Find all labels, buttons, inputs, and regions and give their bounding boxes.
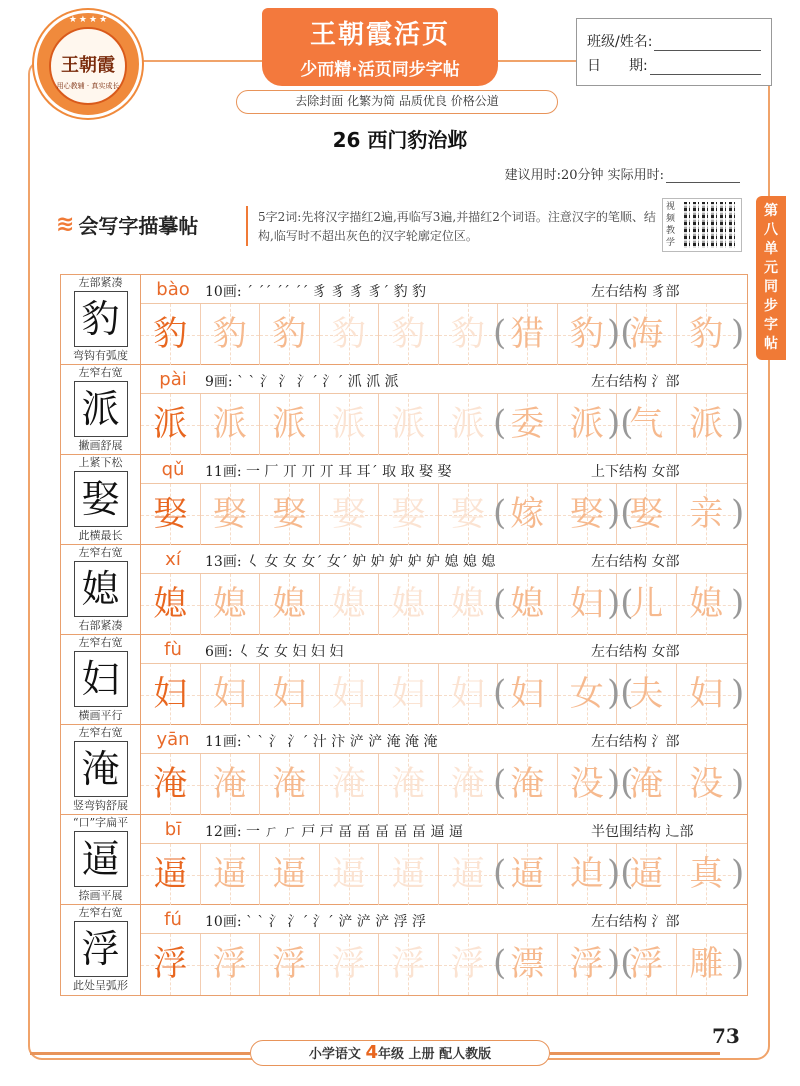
cell-char: 嫁	[510, 494, 545, 534]
char-row	[61, 905, 747, 995]
cell-char: 娶	[569, 494, 604, 534]
tip-top: 左窄右宽	[78, 546, 123, 559]
date-label: 日 期:	[587, 58, 648, 74]
section-header	[56, 204, 198, 244]
tip-bottom: 此处呈弧形	[73, 979, 128, 992]
tip-top: 左窄右宽	[78, 636, 123, 649]
cell-char: 豹	[272, 314, 307, 354]
cell-char: 逼	[510, 854, 545, 894]
model-char-box	[74, 741, 128, 797]
cell-char: 逼	[331, 854, 366, 894]
cell-char: 豹	[212, 314, 247, 354]
tip-top: “口”字扁平	[72, 816, 129, 829]
cell-char: 漂	[510, 944, 545, 984]
cell-char: 娶	[212, 494, 247, 534]
practice-cell[interactable]	[141, 844, 201, 905]
cell-char: 淹	[212, 764, 247, 804]
practice-cell[interactable]	[201, 754, 261, 815]
cell-char: 浮	[450, 944, 485, 984]
char-row	[61, 815, 747, 905]
logo-badge	[49, 27, 127, 105]
practice-cells	[141, 664, 747, 725]
paren-open-1: (	[493, 943, 507, 983]
practice-cell[interactable]	[439, 934, 499, 995]
paren-sep: )(	[607, 403, 634, 443]
paren-open-1: (	[493, 313, 507, 353]
top-banner	[262, 8, 498, 86]
pinyin: qǔ	[161, 459, 185, 480]
cell-char: 妇	[510, 674, 545, 714]
char-card	[61, 545, 141, 635]
stroke-order: 10画: ˊ ˊˊ ˊˊ ˊˊ 豸 豸 豸 豸ˊ 豹 豹	[205, 284, 427, 300]
model-char-box	[74, 561, 128, 617]
model-char: 妇	[81, 657, 120, 701]
cell-char: 豹	[331, 314, 366, 354]
tip-bottom: 弯钩有弧度	[73, 349, 128, 362]
footer-rule-right	[550, 1052, 720, 1055]
cell-char: 没	[569, 764, 604, 804]
model-char-box	[74, 291, 128, 347]
cell-char: 派	[450, 404, 485, 444]
unit-side-tab	[756, 196, 786, 360]
practice-cell[interactable]	[439, 574, 499, 635]
footer-rule-left	[30, 1052, 250, 1055]
practice-cell[interactable]	[677, 394, 737, 455]
section-divider	[246, 206, 248, 246]
paren-sep: )(	[607, 493, 634, 533]
paren-close-2: )	[731, 673, 745, 713]
practice-cell[interactable]	[320, 934, 380, 995]
practice-cells	[141, 394, 747, 455]
model-char: 逼	[81, 837, 120, 881]
tip-top: 上紧下松	[78, 456, 123, 469]
section-title: 会写字描摹帖	[78, 213, 199, 238]
char-card	[61, 455, 141, 545]
practice-cell[interactable]	[260, 574, 320, 635]
char-row	[61, 635, 747, 725]
cell-char: 妇	[689, 674, 724, 714]
practice-cell[interactable]	[498, 754, 558, 815]
practice-cell[interactable]	[320, 754, 380, 815]
side-tab-label: 第八单元同步字帖	[764, 203, 778, 352]
cell-char: 媳	[450, 584, 485, 624]
practice-cell[interactable]	[439, 844, 499, 905]
paren-sep: )(	[607, 943, 634, 983]
student-info-box	[576, 18, 772, 86]
model-char-box	[74, 471, 128, 527]
cell-char: 逼	[272, 854, 307, 894]
model-char: 豹	[81, 297, 120, 341]
practice-cell[interactable]	[439, 664, 499, 725]
cell-char: 妇	[450, 674, 485, 714]
practice-cell[interactable]	[141, 754, 201, 815]
paren-sep: )(	[607, 673, 634, 713]
practice-cell[interactable]	[260, 304, 320, 365]
practice-cell[interactable]	[141, 934, 201, 995]
paren-open-1: (	[493, 403, 507, 443]
cell-char: 女	[569, 674, 604, 714]
structure-radical: 上下结构 女部	[591, 464, 680, 480]
cell-char: 媳	[272, 584, 307, 624]
tip-top: 左窄右宽	[78, 906, 123, 919]
practice-cell[interactable]	[141, 484, 201, 545]
practice-cell[interactable]	[439, 304, 499, 365]
pinyin: xí	[165, 549, 181, 570]
banner-title: 王朝霞活页	[309, 20, 450, 50]
practice-cell[interactable]	[498, 574, 558, 635]
cell-char: 妇	[212, 674, 247, 714]
practice-cell[interactable]	[677, 844, 737, 905]
cell-char: 没	[689, 764, 724, 804]
practice-cells	[141, 934, 747, 995]
cell-char: 海	[629, 314, 664, 354]
paren-close-2: )	[731, 943, 745, 983]
practice-cell[interactable]	[439, 484, 499, 545]
video-qr[interactable]	[662, 198, 742, 252]
char-row	[61, 545, 747, 635]
practice-cell[interactable]	[260, 754, 320, 815]
cell-char: 浮	[331, 944, 366, 984]
class-name-line	[587, 27, 761, 51]
cell-char: 娶	[331, 494, 366, 534]
cell-char: 派	[689, 404, 724, 444]
page-title: 26 西门豹治邺	[332, 128, 468, 152]
tip-top: 左窄右宽	[78, 366, 123, 379]
practice-cell[interactable]	[320, 844, 380, 905]
model-char: 娶	[81, 477, 120, 521]
cell-char: 媳	[212, 584, 247, 624]
pinyin: pài	[159, 369, 187, 390]
cell-char: 逼	[450, 854, 485, 894]
practice-cell[interactable]	[379, 484, 439, 545]
time-row	[505, 164, 740, 183]
practice-cell[interactable]	[677, 754, 737, 815]
model-char: 媳	[81, 567, 120, 611]
cell-char: 夫	[629, 674, 664, 714]
paren-sep: )(	[607, 763, 634, 803]
practice-cell[interactable]	[320, 304, 380, 365]
time-label: 建议用时:20分钟 实际用时:	[504, 168, 664, 183]
cell-char: 派	[331, 404, 366, 444]
char-card	[61, 905, 141, 995]
paren-close-2: )	[731, 313, 745, 353]
practice-grid	[60, 274, 748, 996]
tip-bottom: 右部紧凑	[78, 619, 123, 632]
practice-cell[interactable]	[201, 484, 261, 545]
practice-cell[interactable]	[320, 394, 380, 455]
cell-char: 豹	[391, 314, 426, 354]
paren-open-1: (	[493, 763, 507, 803]
cell-char: 儿	[629, 584, 664, 624]
cell-char: 媳	[331, 584, 366, 624]
cell-char: 浮	[272, 944, 307, 984]
char-row	[61, 275, 747, 365]
pinyin: fù	[164, 639, 182, 660]
tip-bottom: 撇画舒展	[78, 439, 123, 452]
section-description: 5字2词:先将汉字描红2遍,再临写3遍,并描红2个词语。注意汉字的笔顺、结构,临写时不超出灰色的汉字轮廓定位区。	[258, 210, 656, 243]
structure-radical: 左右结构 豸部	[591, 284, 680, 300]
class-name-label: 班级/姓名:	[587, 34, 653, 50]
cell-char: 豹	[689, 314, 724, 354]
footer-grade: 4	[365, 1042, 378, 1063]
cell-char: 派	[569, 404, 604, 444]
paren-open-1: (	[493, 853, 507, 893]
footer-edition: 配人教版	[439, 1047, 492, 1062]
footer-subject: 小学语文	[308, 1047, 361, 1062]
char-card	[61, 275, 141, 365]
practice-cell[interactable]	[201, 664, 261, 725]
practice-cell[interactable]	[141, 664, 201, 725]
paren-open-1: (	[493, 583, 507, 623]
practice-cell[interactable]	[320, 664, 380, 725]
cell-char: 淹	[510, 764, 545, 804]
model-char-box	[74, 381, 128, 437]
paren-close-2: )	[731, 493, 745, 533]
model-char-box	[74, 651, 128, 707]
practice-cell[interactable]	[498, 304, 558, 365]
stroke-order: 10画: ˋ ˋ 氵 氵ˊ 氵ˊ 浐 浐 浐 浮 浮	[205, 914, 427, 930]
practice-cell[interactable]	[260, 484, 320, 545]
cell-char: 淹	[272, 764, 307, 804]
page-number: 73	[712, 1024, 740, 1048]
cell-char: 淹	[450, 764, 485, 804]
stroke-order: 9画: ˋ ˋ 氵 氵 氵ˊ 氵ˊ 沠 沠 派	[205, 374, 399, 390]
paren-close-2: )	[731, 403, 745, 443]
practice-cell[interactable]	[379, 664, 439, 725]
date-field[interactable]	[650, 59, 761, 75]
char-card	[61, 815, 141, 905]
practice-cell[interactable]	[677, 574, 737, 635]
model-char-box	[74, 921, 128, 977]
structure-radical: 左右结构 氵部	[591, 914, 680, 930]
cell-char: 媳	[153, 584, 188, 624]
pinyin: yān	[156, 729, 190, 750]
cell-char: 浮	[569, 944, 604, 984]
cell-char: 淹	[391, 764, 426, 804]
paren-sep: )(	[607, 313, 634, 353]
practice-cell[interactable]	[498, 664, 558, 725]
tip-bottom: 此横最长	[78, 529, 123, 542]
paren-sep: )(	[607, 853, 634, 893]
cell-char: 浮	[153, 944, 188, 984]
cell-char: 猎	[510, 314, 545, 354]
practice-cell[interactable]	[320, 574, 380, 635]
practice-cell[interactable]	[379, 394, 439, 455]
footer-term: 上册	[408, 1047, 435, 1062]
stroke-order: 12画: 一 ㄏ ㄏ 戸 戸 畐 畐 畐 畐 畐 逼 逼	[205, 824, 463, 840]
model-char-box	[74, 831, 128, 887]
cell-char: 淹	[629, 764, 664, 804]
practice-cell[interactable]	[379, 754, 439, 815]
cell-char: 妇	[331, 674, 366, 714]
cell-char: 气	[629, 404, 664, 444]
tip-top: 左部紧凑	[78, 276, 123, 289]
practice-cell[interactable]	[201, 934, 261, 995]
practice-cells	[141, 754, 747, 815]
char-row	[61, 365, 747, 455]
cell-char: 娶	[272, 494, 307, 534]
logo-stars-icon: ★★★★	[68, 15, 110, 25]
char-card	[61, 365, 141, 455]
model-char: 浮	[81, 927, 120, 971]
structure-radical: 左右结构 氵部	[591, 734, 680, 750]
qr-label: 视频教学	[666, 202, 676, 248]
practice-cell[interactable]	[677, 484, 737, 545]
cell-char: 娶	[391, 494, 426, 534]
cell-char: 妇	[391, 674, 426, 714]
stroke-order: 6画: 𡿨 女 女 妇 妇 妇	[205, 644, 344, 660]
char-row	[61, 455, 747, 545]
practice-cell[interactable]	[141, 574, 201, 635]
practice-cells	[141, 304, 747, 365]
practice-cell[interactable]	[141, 394, 201, 455]
structure-radical: 半包围结构 辶部	[591, 824, 694, 840]
cell-char: 迫	[569, 854, 604, 894]
cell-char: 逼	[153, 854, 188, 894]
cell-char: 媳	[689, 584, 724, 624]
practice-cells	[141, 574, 747, 635]
practice-cell[interactable]	[677, 934, 737, 995]
footer-grade-suffix: 年级	[377, 1047, 404, 1062]
pinyin: fú	[164, 909, 182, 930]
stroke-order: 13画: 𡿨 女 女 女ˊ 女ˊ 妒 妒 妒 妒 妒 媳 媳 媳	[205, 554, 496, 570]
cell-char: 淹	[331, 764, 366, 804]
practice-cells	[141, 484, 747, 545]
cell-char: 浮	[391, 944, 426, 984]
practice-cell[interactable]	[677, 304, 737, 365]
paren-close-2: )	[731, 853, 745, 893]
wave-icon: ≋	[56, 211, 75, 237]
paren-close-2: )	[731, 763, 745, 803]
practice-cell[interactable]	[201, 304, 261, 365]
practice-cell[interactable]	[379, 574, 439, 635]
practice-cell[interactable]	[439, 394, 499, 455]
tip-bottom: 横画平行	[78, 709, 123, 722]
cell-char: 委	[510, 404, 545, 444]
structure-radical: 左右结构 女部	[591, 554, 680, 570]
cell-char: 派	[391, 404, 426, 444]
cell-char: 派	[153, 404, 188, 444]
cell-char: 浮	[212, 944, 247, 984]
actual-time-field[interactable]	[666, 169, 740, 183]
practice-cell[interactable]	[320, 484, 380, 545]
cell-char: 豹	[153, 314, 188, 354]
cell-char: 豹	[569, 314, 604, 354]
pinyin: bī	[164, 819, 182, 840]
cell-char: 妇	[569, 584, 604, 624]
practice-cell[interactable]	[498, 934, 558, 995]
practice-cell[interactable]	[498, 844, 558, 905]
slogan: 去除封面 化繁为简 品质优良 价格公道	[236, 90, 558, 114]
cell-char: 淹	[153, 764, 188, 804]
char-card	[61, 635, 141, 725]
structure-radical: 左右结构 氵部	[591, 374, 680, 390]
pinyin: bào	[156, 279, 190, 300]
date-line	[587, 51, 761, 75]
cell-char: 妇	[153, 674, 188, 714]
stroke-order: 11画: ˋ ˋ 氵 氵ˊ 汁 汴 浐 浐 淹 淹 淹	[205, 734, 438, 750]
cell-char: 雕	[689, 944, 724, 984]
brand-logo	[34, 10, 142, 118]
stroke-order: 11画: 一 厂 丌 丌 丌 耳 耳ˊ 取 取 娶 娶	[205, 464, 452, 480]
cell-char: 真	[689, 854, 724, 894]
cell-char: 妇	[272, 674, 307, 714]
cell-char: 逼	[391, 854, 426, 894]
practice-cell[interactable]	[260, 664, 320, 725]
paren-close-2: )	[731, 583, 745, 623]
practice-cell[interactable]	[141, 304, 201, 365]
cell-char: 逼	[212, 854, 247, 894]
practice-cell[interactable]	[201, 844, 261, 905]
cell-char: 媳	[510, 584, 545, 624]
cell-char: 浮	[629, 944, 664, 984]
logo-sub: 用心教辅 · 真实成长	[56, 82, 120, 90]
structure-radical: 左右结构 女部	[591, 644, 680, 660]
model-char: 派	[81, 387, 120, 431]
practice-cell[interactable]	[201, 574, 261, 635]
cell-char: 派	[272, 404, 307, 444]
cell-char: 娶	[629, 494, 664, 534]
practice-cell[interactable]	[498, 484, 558, 545]
practice-cells	[141, 844, 747, 905]
practice-cell[interactable]	[260, 394, 320, 455]
paren-sep: )(	[607, 583, 634, 623]
practice-cell[interactable]	[498, 394, 558, 455]
char-card	[61, 725, 141, 815]
cell-char: 亲	[689, 494, 724, 534]
tip-top: 左窄右宽	[78, 726, 123, 739]
cell-char: 媳	[391, 584, 426, 624]
practice-cell[interactable]	[379, 844, 439, 905]
model-char: 淹	[81, 747, 120, 791]
practice-cell[interactable]	[201, 394, 261, 455]
class-name-field[interactable]	[654, 35, 761, 51]
practice-cell[interactable]	[439, 754, 499, 815]
tip-bottom: 捺画平展	[78, 889, 123, 902]
logo-name: 王朝霞	[61, 55, 115, 76]
practice-cell[interactable]	[260, 934, 320, 995]
cell-char: 豹	[450, 314, 485, 354]
practice-cell[interactable]	[379, 304, 439, 365]
paren-open-1: (	[493, 673, 507, 713]
cell-char: 逼	[629, 854, 664, 894]
qr-code-icon	[684, 202, 738, 248]
tip-bottom: 竖弯钩舒展	[73, 799, 128, 812]
practice-cell[interactable]	[677, 664, 737, 725]
practice-cell[interactable]	[260, 844, 320, 905]
footer-badge	[250, 1040, 550, 1066]
char-row	[61, 725, 747, 815]
banner-subtitle: 少而精·活页同步字帖	[300, 60, 460, 80]
practice-cell[interactable]	[379, 934, 439, 995]
cell-char: 派	[212, 404, 247, 444]
paren-open-1: (	[493, 493, 507, 533]
cell-char: 娶	[450, 494, 485, 534]
cell-char: 娶	[153, 494, 188, 534]
